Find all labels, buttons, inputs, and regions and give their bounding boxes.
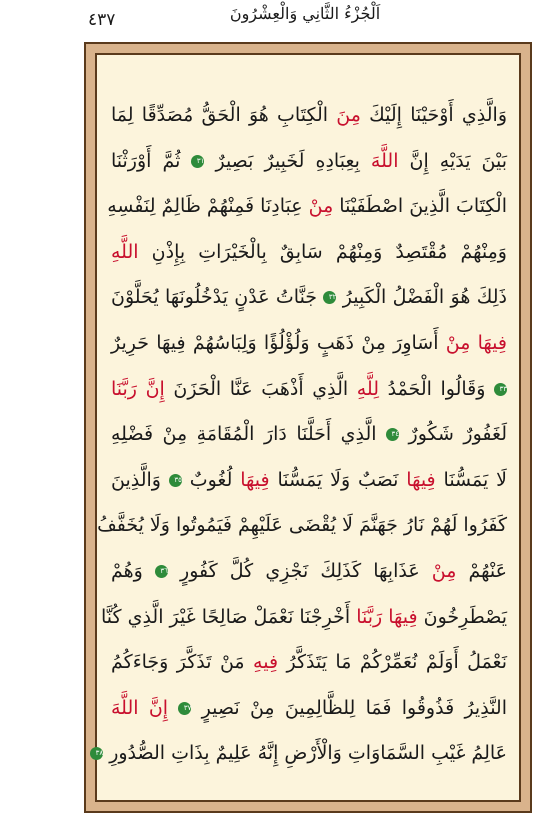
highlighted-word: مِنْ <box>445 331 471 354</box>
highlighted-word: فِيهَا <box>406 468 436 491</box>
page-number: ٤٣٧ <box>88 10 116 30</box>
ayah-end-marker: ٣٦ <box>155 565 168 578</box>
text-line <box>111 412 507 458</box>
ayah-end-marker: ٣٤ <box>386 428 399 441</box>
text-segment: أَخْرِجْنَا نَعْمَلْ صَالِحًا غَيْرَ الَّذِي كُنَّا <box>100 605 357 628</box>
text-line <box>107 184 507 230</box>
text-segment: عَذَابِهَا كَذَلِكَ نَجْزِي كُلَّ كَفُورٍ <box>167 559 432 582</box>
text-segment: الْكِتَابِ هُوَ الْحَقُّ مُصَدِّقًا لِمَا <box>111 104 337 126</box>
text-segment: وَهُمْ <box>111 559 155 582</box>
text-segment: وَالَّذِينَ <box>111 468 169 491</box>
highlighted-word: فِيهَا <box>470 331 507 354</box>
text-line <box>100 595 507 641</box>
text-segment: الَّذِي أَحَلَّنَا دَارَ الْمُقَامَةِ مِنْ فَضْلِهِ <box>111 423 387 446</box>
text-line <box>111 275 507 321</box>
text-line <box>95 731 507 777</box>
text-segment: كَفَرُوا لَهُمْ نَارُ جَهَنَّمَ لَا يُقْضَى عَلَيْهِمْ فَيَمُوتُوا وَلَا يُخَفَّفُ <box>97 514 507 537</box>
text-segment: النَّذِيرُ فَذُوقُوا فَمَا لِلظَّالِمِينَ مِنْ نَصِيرٍ <box>191 696 507 719</box>
highlighted-word: لِلَّهِ <box>356 377 379 400</box>
text-line <box>111 549 507 595</box>
page-inner-panel <box>95 53 521 802</box>
text-segment: جَنَّاتُ عَدْنٍ يَدْخُلُونَهَا يُحَلَّوْنَ <box>111 286 324 309</box>
highlighted-word: إِنَّ اللَّهَ <box>111 696 169 719</box>
highlighted-word: اللَّهَ <box>370 149 399 172</box>
ayah-end-marker: ٣٢ <box>323 291 336 304</box>
text-segment: عَنْهُمْ <box>456 559 507 582</box>
text-segment: وَالَّذِي أَوْحَيْنَا إِلَيْكَ <box>360 104 507 126</box>
ayah-end-marker: ٣٣ <box>494 383 507 396</box>
text-segment: نَصَبٌ وَلَا يَمَسُّنَا <box>269 468 407 491</box>
ayah-end-marker: ٣٧ <box>178 702 191 715</box>
highlighted-word: فِيهِ <box>253 651 279 674</box>
text-line <box>111 640 507 686</box>
ayah-end-marker: ٣١ <box>191 155 204 168</box>
text-segment: لَغَفُورٌ شَكُورٌ <box>399 423 507 446</box>
text-segment: ثُمَّ أَوْرَثْنَا <box>111 149 192 172</box>
text-line <box>111 230 507 276</box>
text-line <box>111 686 507 732</box>
text-segment: نَعْمَلُ أَوَلَمْ نُعَمِّرْكُمْ مَا يَتَذَكَّرُ <box>278 651 508 674</box>
text-segment: بِعِبَادِهِ لَخَبِيرٌ بَصِيرٌ <box>204 149 371 172</box>
quran-text-block <box>95 93 508 777</box>
text-segment: أَسَاوِرَ مِنْ ذَهَبٍ وَلُؤْلُؤًا وَلِبَاسُهُمْ فِيهَا حَرِيرٌ <box>111 331 446 354</box>
text-line <box>111 93 507 139</box>
highlighted-word: مِنْ <box>308 195 334 218</box>
text-segment: عَالِمُ غَيْبِ السَّمَاوَاتِ وَالْأَرْضِ إِنَّهُ عَلِيمٌ بِذَاتِ الصُّدُورِ <box>103 742 507 765</box>
highlighted-word: إِنَّ رَبَّنَا <box>111 377 165 400</box>
text-line <box>111 458 507 504</box>
text-segment: بَيْنَ يَدَيْهِ إِنَّ <box>398 149 507 172</box>
highlighted-word: مِنْ <box>431 559 457 582</box>
text-segment: وَمِنْهُمْ مُقْتَصِدٌ وَمِنْهُمْ سَابِقٌ بِالْخَيْرَاتِ بِإِذْنِ <box>138 240 507 263</box>
text-segment: الْكِتَابَ الَّذِينَ اصْطَفَيْنَا <box>333 195 507 218</box>
ornamental-page-frame <box>84 42 532 813</box>
text-segment: عِبَادِنَا فَمِنْهُمْ ظَالِمٌ لِنَفْسِهِ <box>107 195 309 218</box>
text-segment <box>168 697 178 719</box>
text-segment: الَّذِي أَذْهَبَ عَنَّا الْحَزَنَ <box>164 377 357 400</box>
text-segment: لُغُوبٌ <box>181 468 241 491</box>
highlighted-word: فِيهَا <box>240 468 270 491</box>
ayah-end-marker: ٣٥ <box>169 474 182 487</box>
text-segment: مَنْ تَذَكَّرَ وَجَاءَكُمُ <box>111 651 254 674</box>
highlighted-word: فِيهَا رَبَّنَا <box>356 605 418 628</box>
text-segment: يَصْطَرِخُونَ <box>417 605 507 628</box>
text-segment: لَا يَمَسُّنَا <box>435 468 507 491</box>
text-segment: ذَلِكَ هُوَ الْفَضْلُ الْكَبِيرُ <box>336 286 508 309</box>
highlighted-word: اللَّهِ <box>111 240 139 263</box>
text-line <box>97 503 507 549</box>
text-line <box>111 139 507 185</box>
text-segment: وَقَالُوا الْحَمْدُ <box>379 377 494 400</box>
ayah-end-marker: ٣٨ <box>90 747 103 760</box>
page-header <box>0 0 547 44</box>
text-line <box>111 367 507 413</box>
juz-title: اَلْجُزْءُ الثَّانِي وَالْعِشْرُونَ <box>229 4 381 23</box>
text-line <box>111 321 507 367</box>
highlighted-word: مِنَ <box>336 104 361 126</box>
